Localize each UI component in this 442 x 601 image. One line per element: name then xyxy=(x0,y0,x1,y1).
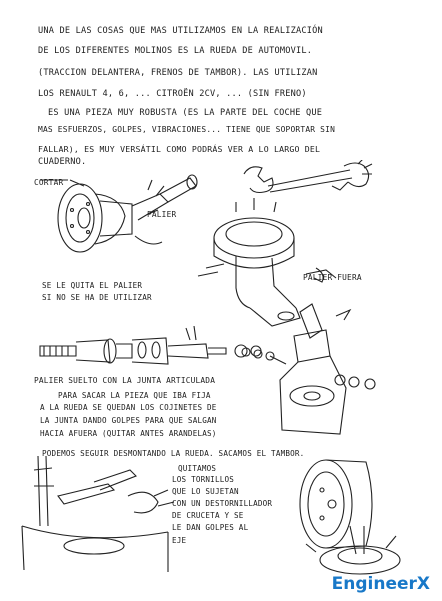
quitamos-line-3: QUE LO SUJETAN xyxy=(172,487,239,496)
intro-line-3: (TRACCION DELANTERA, FRENOS DE TAMBOR). LAS UTILIZAN xyxy=(38,68,318,78)
intro-line-4: LOS RENAULT 4, 6, ... CITROËN 2CV, ... (SIN FRENO) xyxy=(38,89,307,99)
label-palier-fuera: PALIER FUERA xyxy=(303,273,362,282)
quitamos-line-2: LOS TORNILLOS xyxy=(172,475,235,484)
brand-name: Engineer xyxy=(331,574,417,594)
intro-line-6: MAS ESFUERZOS, GOLPES, VIBRACIONES... TIENE QUE SOPORTAR SIN xyxy=(38,125,336,134)
intro-line-8: CUADERNO. xyxy=(38,157,87,167)
quitamos-line-7: EJE xyxy=(172,536,187,545)
intro-line-5: ES UNA PIEZA MUY ROBUSTA (ES LA PARTE DEL COCHE QUE xyxy=(48,108,323,118)
brand-suffix: X xyxy=(416,574,430,594)
label-palier-suelto: PALIER SUELTO CON LA JUNTA ARTICULADA xyxy=(34,376,216,385)
quitamos-line-1: QUITAMOS xyxy=(178,464,217,473)
joint-washers-sketch xyxy=(240,300,390,440)
podemos-line: PODEMOS SEGUIR DESMONTANDO LA RUEDA. SACAMOS EL TAMBOR. xyxy=(42,449,305,458)
intro-line-1: UNA DE LAS COSAS QUE MAS UTILIZAMOS EN LA REALIZACIÓN xyxy=(38,26,323,36)
axle-exploded-sketch xyxy=(36,326,266,374)
label-se-quita: SE LE QUITA EL PALIER xyxy=(42,281,143,290)
drum-screwdriver-sketch xyxy=(256,456,406,581)
para-sacar-line-4: HACIA AFUERA (QUITAR ANTES ARANDELAS) xyxy=(40,429,217,438)
quitamos-line-6: LE DAN GOLPES AL xyxy=(172,523,249,532)
para-sacar-line-1: PARA SACAR LA PIEZA QUE IBA FIJA xyxy=(58,391,211,400)
quitamos-line-4: CON UN DESTORNILLADOR xyxy=(172,499,273,508)
engineerx-logo xyxy=(332,574,430,594)
label-palier: PALIER xyxy=(147,210,177,219)
hammer-axle-sketch xyxy=(18,456,188,576)
para-sacar-line-2: A LA RUEDA SE QUEDAN LOS COJINETES DE xyxy=(40,403,217,412)
intro-line-2: DE LOS DIFERENTES MOLINOS ES LA RUEDA DE AUTOMOVIL. xyxy=(38,46,313,56)
label-si-no: SI NO SE HA DE UTILIZAR xyxy=(42,293,152,302)
quitamos-line-5: DE CRUCETA Y SE xyxy=(172,511,244,520)
label-cortar: CORTAR xyxy=(34,178,64,187)
para-sacar-line-3: LA JUNTA DANDO GOLPES PARA QUE SALGAN xyxy=(40,416,217,425)
wheel-hub-sketch xyxy=(40,166,210,276)
intro-line-7: FALLAR), ES MUY VERSÁTIL COMO PODRÁS VER A LO LARGO DEL xyxy=(38,144,321,154)
